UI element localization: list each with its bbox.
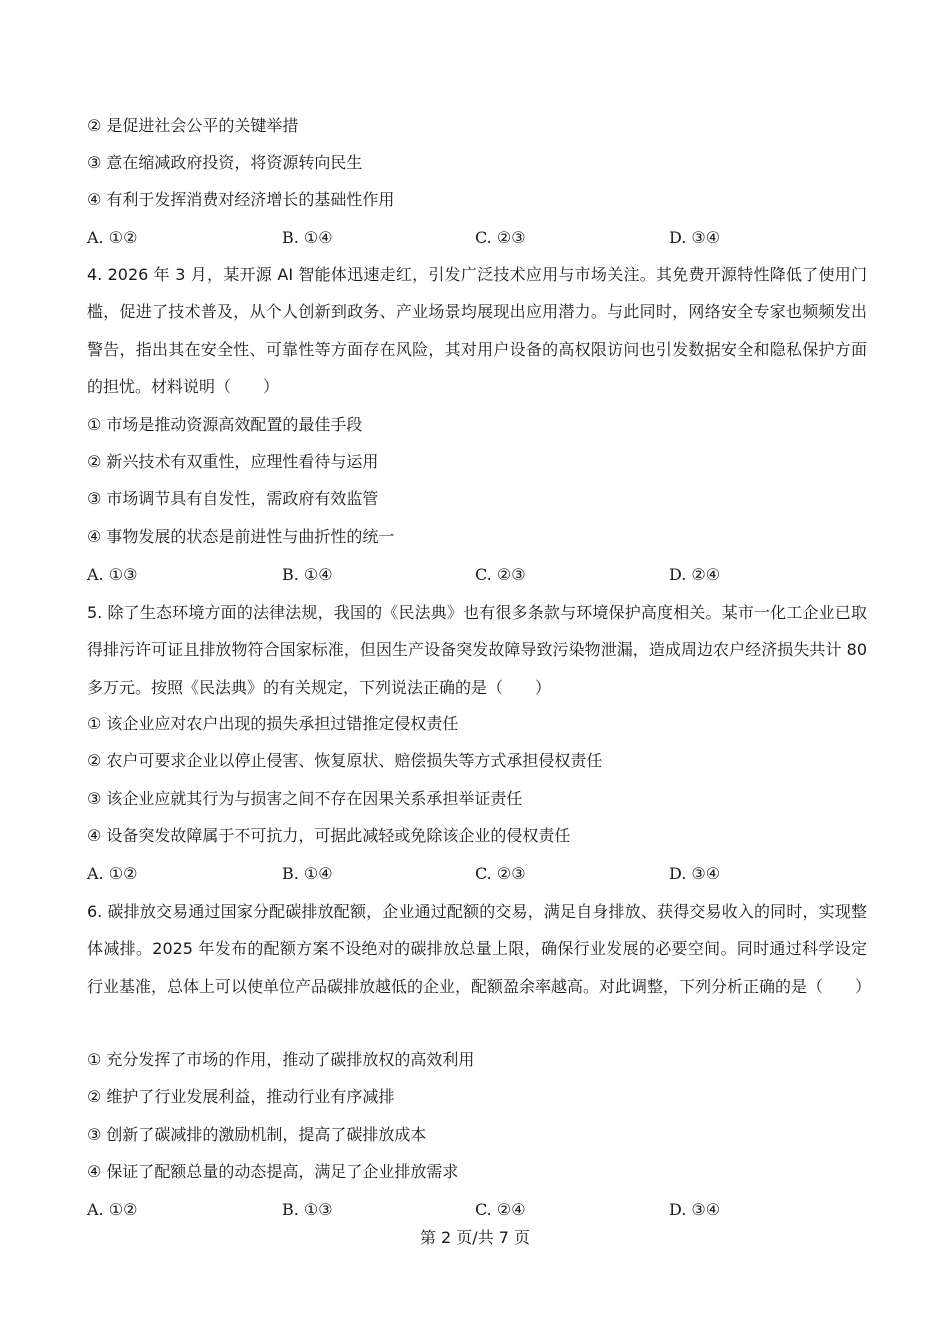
q4-option-d: D. ②④: [669, 565, 721, 584]
q5-options: [87, 863, 847, 885]
q4-item-4: ④ 事物发展的状态是前进性与曲折性的统一: [87, 527, 395, 546]
q6-option-b: B. ①③: [282, 1200, 333, 1219]
q4-options: [87, 564, 847, 586]
q5-stem: 5. 除了生态环境方面的法律法规，我国的《民法典》也有很多条款与环境保护高度相关。某市一化工企业已取得排污许可证且排放物符合国家标准，但因生产设备突发故障导致污染物泄漏，造成周边农户经济损失共计 80 多万元。按照《民法典》的有关规定，下列说法正确的是（ ）: [87, 603, 867, 697]
q6-item-2: ② 维护了行业发展利益，推动行业有序减排: [87, 1087, 395, 1106]
q3-options: [87, 227, 847, 249]
q3-option-a: A. ①②: [87, 228, 138, 247]
q6-option-c: C. ②④: [475, 1200, 526, 1219]
q5-item-3: ③ 该企业应就其行为与损害之间不存在因果关系承担举证责任: [87, 789, 523, 808]
q3-option-b: B. ①④: [282, 228, 333, 247]
q3-item-2: ② 是促进社会公平的关键举措: [87, 116, 299, 135]
q5-item-2: ② 农户可要求企业以停止侵害、恢复原状、赔偿损失等方式承担侵权责任: [87, 751, 603, 770]
q4-option-a: A. ①③: [87, 565, 138, 584]
q6-item-4: ④ 保证了配额总量的动态提高，满足了企业排放需求: [87, 1162, 459, 1181]
q6-item-1: ① 充分发挥了市场的作用，推动了碳排放权的高效利用: [87, 1050, 475, 1069]
q6-item-3: ③ 创新了碳减排的激励机制，提高了碳排放成本: [87, 1125, 427, 1144]
q4-item-3: ③ 市场调节具有自发性，需政府有效监管: [87, 489, 379, 508]
page-number: 第 2 页/共 7 页: [419, 1228, 531, 1247]
q5-option-a: A. ①②: [87, 864, 138, 883]
q5-item-1: ① 该企业应对农户出现的损失承担过错推定侵权责任: [87, 714, 459, 733]
q3-option-d: D. ③④: [669, 228, 721, 247]
q4-option-c: C. ②③: [475, 565, 526, 584]
q5-item-4: ④ 设备突发故障属于不可抗力，可据此减轻或免除该企业的侵权责任: [87, 826, 571, 845]
q4-item-1: ① 市场是推动资源高效配置的最佳手段: [87, 415, 363, 434]
q6-option-d: D. ③④: [669, 1200, 721, 1219]
q6-options: [87, 1199, 847, 1221]
q5-option-d: D. ③④: [669, 864, 721, 883]
q3-item-4: ④ 有利于发挥消费对经济增长的基础性作用: [87, 190, 395, 209]
q3-option-c: C. ②③: [475, 228, 526, 247]
q4-stem: 4. 2026 年 3 月，某开源 AI 智能体迅速走红，引发广泛技术应用与市场关注。其免费开源特性降低了使用门槛，促进了技术普及，从个人创新到政务、产业场景均展现出应用潜力。与此同时，网络安全专家也频频发出警告，指出其在安全性、可靠性等方面存在风险，其对用户设备的高权限访问也引发数据安全和隐私保护方面的担忧。材料说明（ ）: [87, 265, 867, 396]
q4-item-2: ② 新兴技术有双重性，应理性看待与运用: [87, 452, 379, 471]
q4-option-b: B. ①④: [282, 565, 333, 584]
q5-option-b: B. ①④: [282, 864, 333, 883]
q3-item-3: ③ 意在缩减政府投资，将资源转向民生: [87, 153, 363, 172]
q6-option-a: A. ①②: [87, 1200, 138, 1219]
q5-option-c: C. ②③: [475, 864, 526, 883]
q6-stem: 6. 碳排放交易通过国家分配碳排放配额，企业通过配额的交易，满足自身排放、获得交易收入的同时，实现整体减排。2025 年发布的配额方案不设绝对的碳排放总量上限，确保行业发展的必要空间。同时通过科学设定行业基准，总体上可以使单位产品碳排放越低的企业，配额盈余率越高。对此调整，下列分析正确的是（ ）: [87, 902, 872, 996]
